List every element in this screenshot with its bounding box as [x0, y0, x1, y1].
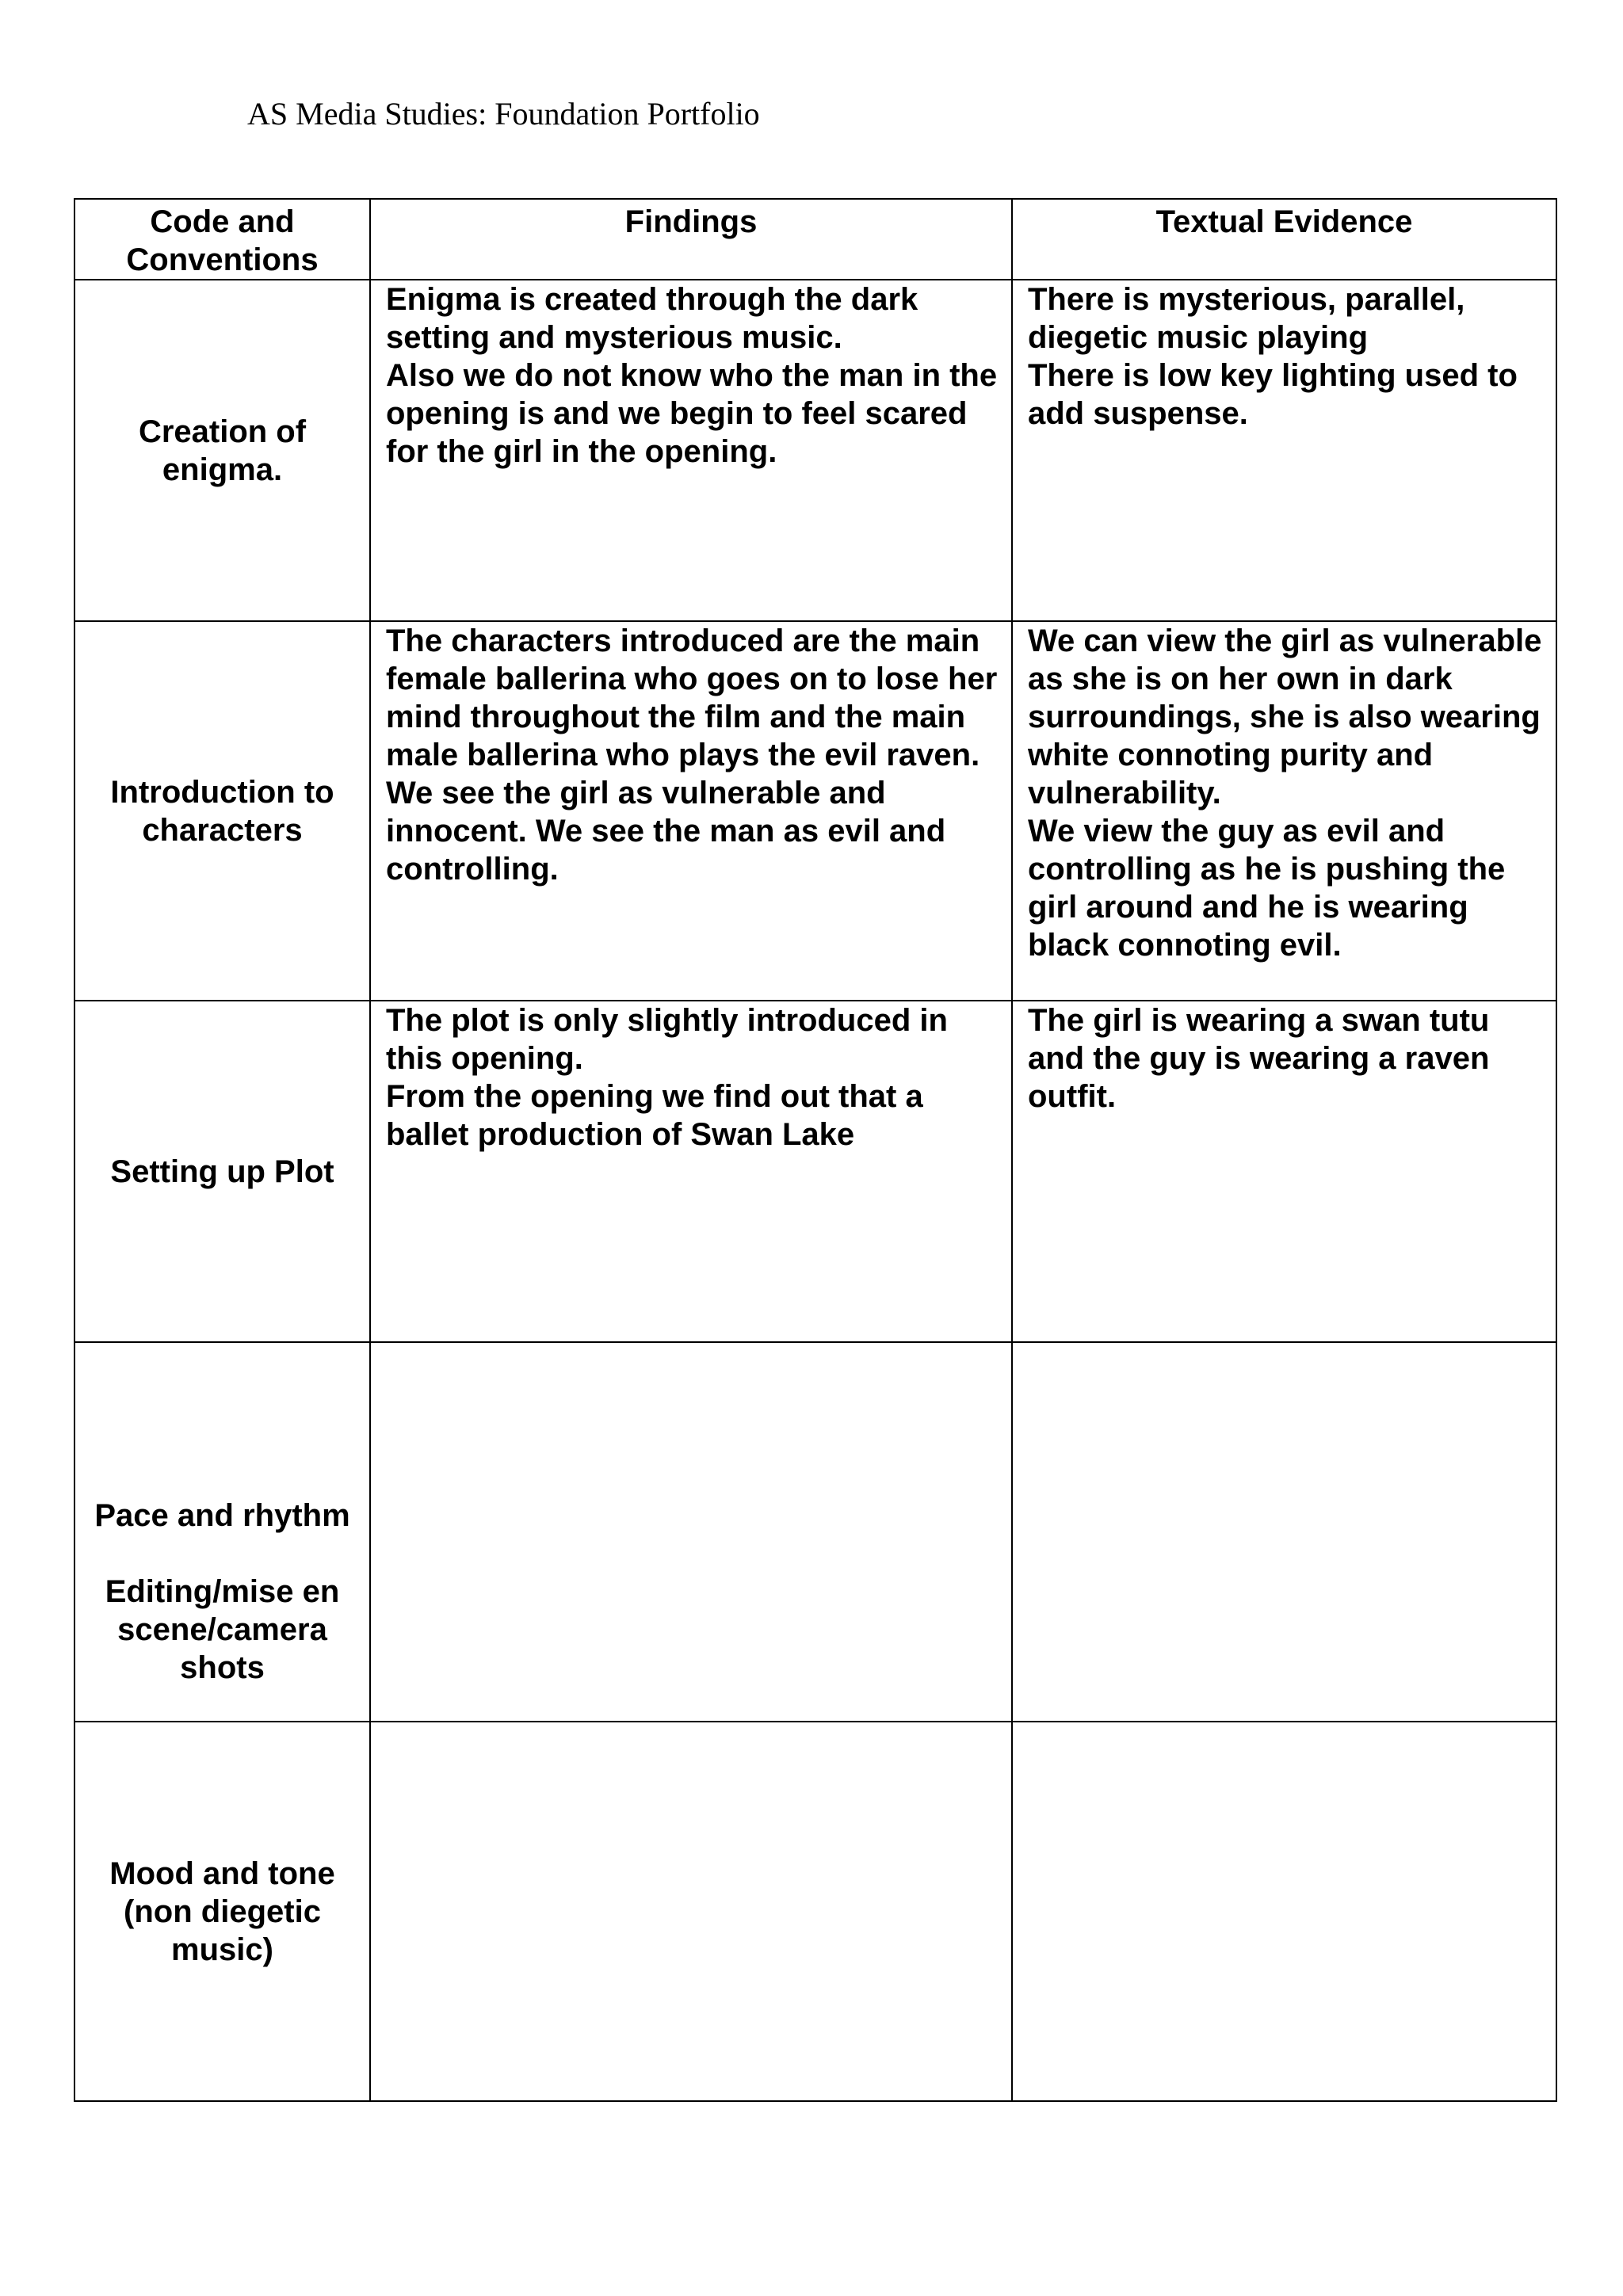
code-label: Setting up Plot: [110, 1154, 334, 1189]
code-label: Pace and rhythm: [94, 1497, 350, 1533]
code-label: Creation of enigma.: [138, 414, 307, 487]
code-cell: [74, 280, 370, 621]
table-row: [74, 1722, 1556, 2101]
evidence-text: The girl is wearing a swan tutu and the guy is wearing a raven outfit.: [1028, 1003, 1490, 1114]
column-header-evidence: Textual Evidence: [1012, 199, 1556, 280]
evidence-text: There is low key lighting used to add suspense.: [1028, 358, 1518, 431]
findings-cell: [370, 621, 1012, 1001]
findings-cell: [370, 1342, 1012, 1722]
findings-text: From the opening we find out that a ballet production of Swan Lake: [386, 1079, 923, 1152]
evidence-cell: [1012, 280, 1556, 621]
findings-cell: [370, 280, 1012, 621]
table-row: [74, 1342, 1556, 1722]
findings-text: Also we do not know who the man in the opening is and we begin to feel scared for the girl in the opening.: [386, 358, 998, 469]
findings-text: The characters introduced are the main female ballerina who goes on to lose her mind throughout the film and the main male ballerina who plays the evil raven. We see the girl as vulnerable and innocent. We see the man as evil and controlling.: [386, 624, 998, 887]
code-label: Mood and tone (non diegetic music): [109, 1855, 335, 1967]
evidence-cell: [1012, 1001, 1556, 1342]
code-label: Introduction to characters: [110, 774, 334, 848]
document-header: AS Media Studies: Foundation Portfolio: [247, 96, 760, 132]
evidence-cell: [1012, 1722, 1556, 2101]
code-cell: [74, 1722, 370, 2101]
findings-text: Enigma is created through the dark setting and mysterious music.: [386, 282, 918, 355]
code-cell: [74, 1001, 370, 1342]
evidence-text: We can view the girl as vulnerable as she is on her own in dark surroundings, she is also wearing white connoting purity and vulnerability.: [1028, 624, 1542, 810]
findings-cell: [370, 1001, 1012, 1342]
table-row: [74, 621, 1556, 1001]
table-header-row: [74, 199, 1556, 280]
evidence-cell: [1012, 1342, 1556, 1722]
findings-text: The plot is only slightly introduced in this opening.: [386, 1003, 948, 1076]
evidence-cell: [1012, 621, 1556, 1001]
findings-cell: [370, 1722, 1012, 2101]
evidence-text: We view the guy as evil and controlling as he is pushing the girl around and he is wearing black connoting evil.: [1028, 814, 1506, 963]
analysis-table: [74, 198, 1557, 2102]
column-header-code: Code and Conventions: [74, 199, 370, 280]
column-header-findings: Findings: [370, 199, 1012, 280]
evidence-text: There is mysterious, parallel, diegetic music playing: [1028, 282, 1465, 355]
code-label: Editing/mise en scene/camera shots: [105, 1573, 340, 1685]
code-cell: [74, 621, 370, 1001]
table-row: [74, 280, 1556, 621]
code-cell: [74, 1342, 370, 1722]
table-row: [74, 1001, 1556, 1342]
